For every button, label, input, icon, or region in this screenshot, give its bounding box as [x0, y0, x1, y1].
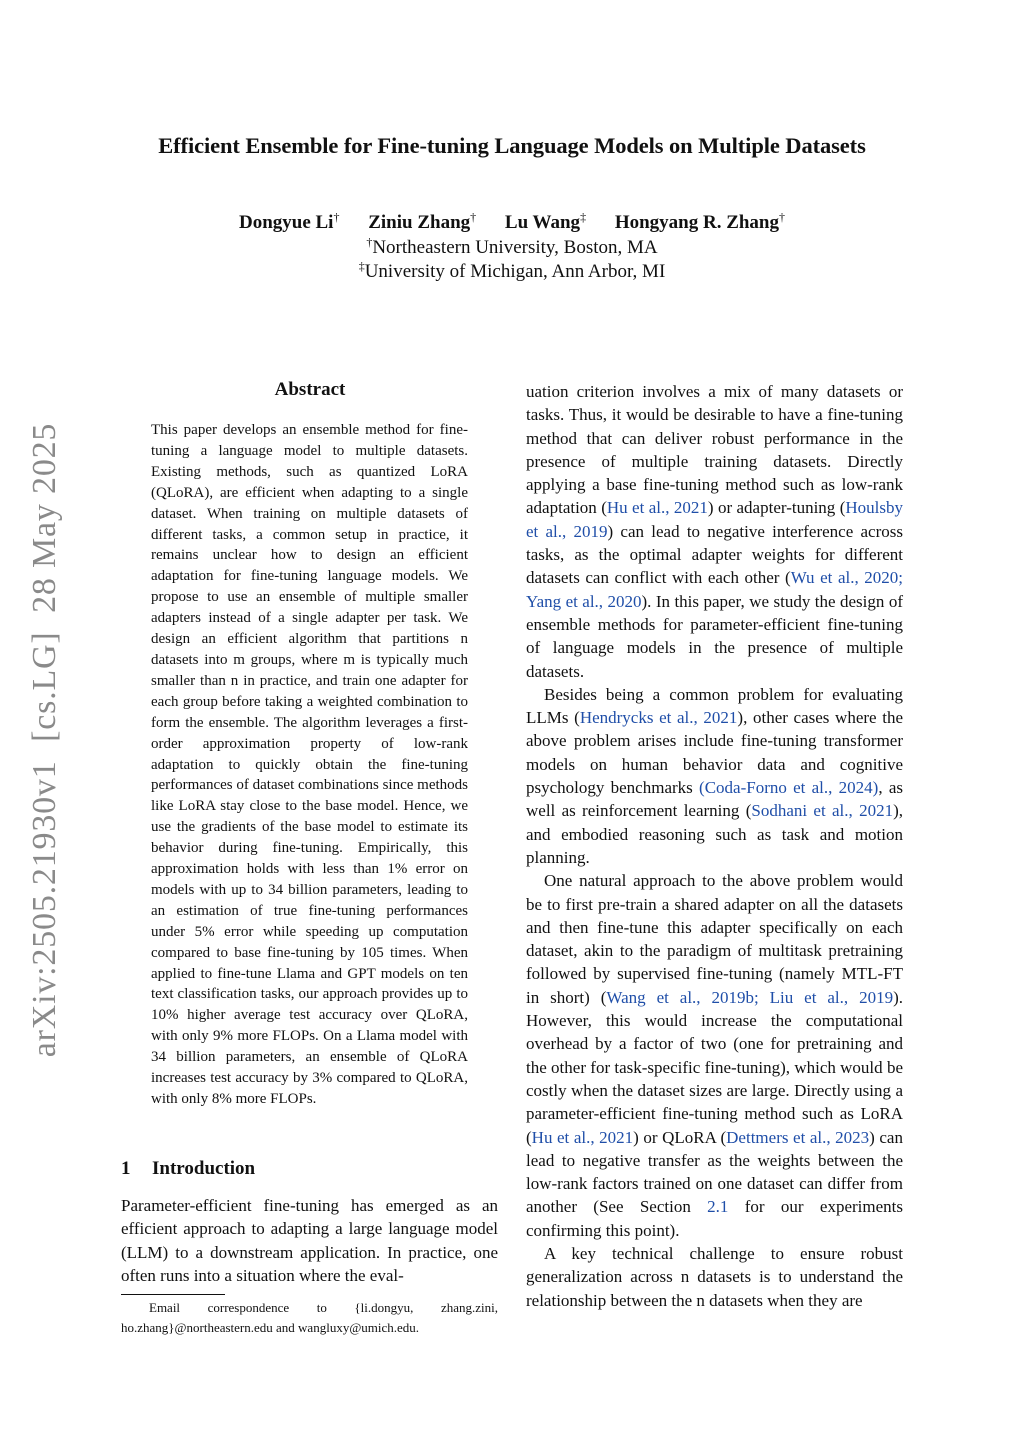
- citation-link[interactable]: (Coda-Forno et al., 2024): [699, 778, 879, 798]
- citation-link[interactable]: 2.1: [707, 1197, 729, 1217]
- footnote-text: Email correspondence to {li.dongyu, zhang.zini, ho.zhang}@northeastern.edu and wangluxy@umich.edu.: [121, 1300, 498, 1335]
- paragraph-text: uation criterion involves a mix of many datasets or tasks. Thus, it would be desirable to have a fine-tuning method that can deliver robust performance in the presence of multiple training datasets. Directly applying a base fine-tuning method such as low-rank adaptation (: [526, 382, 903, 518]
- paragraph-text: ). In this paper, we study the design of ensemble methods for parameter-efficient fine-tuning of language models in the presence of multiple datasets.: [526, 591, 903, 681]
- paragraph-text: ) or adapter-tuning (: [707, 498, 846, 518]
- paragraph-text: A key technical challenge to ensure robust generalization across n datasets is to understand the relationship between the n datasets when they are: [526, 1243, 903, 1310]
- paragraph-text: ) can lead to negative transfer as the weights between the low-rank factors trained on one dataset can differ from another (See Section: [526, 1127, 903, 1217]
- author: Ziniu Zhang†: [368, 210, 477, 233]
- intro-right-column: [526, 380, 903, 1312]
- paragraph-text: Besides being a common problem for evaluating LLMs (: [526, 684, 903, 728]
- paragraph-text: , as well as reinforcement learning (: [526, 778, 903, 821]
- paragraph: [526, 869, 903, 1242]
- author: Hongyang R. Zhang†: [614, 210, 786, 233]
- section-number: 1: [121, 1158, 131, 1179]
- author-list: [0, 210, 1024, 236]
- paragraph-text: ) can lead to negative interference across tasks, as the optimal adapter weights for different datasets can conflict with each other (: [526, 521, 903, 588]
- paragraph-text: ), and embodied reasoning such as task and motion planning.: [526, 801, 903, 867]
- paragraph-text: ), other cases where the above problem arises include fine-tuning transformer models on human behavior data and cognitive psychology benchmarks: [526, 708, 903, 798]
- citation-link[interactable]: Dettmers et al., 2023: [726, 1127, 870, 1147]
- citation-link[interactable]: Wang et al., 2019b; Liu et al., 2019: [606, 987, 894, 1007]
- affiliation: †Northeastern University, Boston, MA: [366, 235, 658, 258]
- affiliation: ‡University of Michigan, Ann Arbor, MI: [358, 259, 666, 282]
- abstract-heading: Abstract: [274, 379, 346, 400]
- footnote: [121, 1298, 498, 1338]
- paragraph-text: ) or QLoRA (: [633, 1127, 727, 1147]
- paper-title: Efficient Ensemble for Fine-tuning Language Models on Multiple Datasets: [158, 133, 866, 158]
- abstract-text: This paper develops an ensemble method for fine-tuning a language model to multiple datasets. Existing methods, such as quantized LoRA (QLoRA), are efficient when adapting to a single dataset. When training on multiple datasets of different tasks, a common setup in practice, it remains unclear how to design an efficient adaptation for fine-tuning language models. We propose to use an ensemble of multiple smaller adapters instead of a single adapter per task. We design an efficient algorithm that partitions n datasets into m groups, where m is typically much smaller than n in practice, and train one adapter for each group before taking a weighted combination to form the ensemble. The algorithm leverages a first-order approximation property of low-rank adaptation to quickly obtain the fine-tuning performances of dataset combinations since methods like LoRA stay close to the base model. Hence, we use the gradients of the base model to estimate its behavior during fine-tuning. Empirically, this approximation holds with less than 1% error on models with up to 34 billion parameters, leading to an estimation of true fine-tuning performances under 5% error while speeding up computation compared to base fine-tuning by 105 times. When applied to fine-tune Llama and GPT models on ten text classification tasks, our approach provides up to 10% higher average test accuracy over QLoRA, with only 9% more FLOPs. On a Llama model with 34 billion parameters, an ensemble of QLoRA increases test accuracy by 3% compared to QLoRA, with only 8% more FLOPs.: [151, 422, 468, 1107]
- paragraph: [526, 683, 903, 869]
- paragraph-text: for our experiments confirming this point).: [526, 1197, 903, 1240]
- section-title: Introduction: [152, 1158, 256, 1179]
- paragraph: [526, 380, 903, 683]
- section-heading: [121, 1157, 501, 1181]
- paragraph-text: One natural approach to the above problem would be to first pre-train a shared adapter on all the datasets and then fine-tune this adapter specifically on each dataset, akin to the paradigm of multitask pretraining followed by supervised fine-tuning (namely MTL-FT in short) (: [526, 871, 903, 1007]
- intro-paragraph: Parameter-efficient fine-tuning has emerged as an efficient approach to adapting a large language model (LLM) to a downstream application. In practice, one often runs into a situation where the eval-: [121, 1196, 498, 1285]
- citation-link[interactable]: Hu et al., 2021: [531, 1127, 634, 1147]
- paragraph-text: ). However, this would increase the computational overhead by a factor of two (one for pretraining and the other for task-specific fine-tuning), which would be costly when the dataset sizes are large. Directly using a parameter-efficient fine-tuning method such as LoRA (: [526, 987, 904, 1147]
- abstract-body: [151, 420, 468, 1110]
- paragraph: [526, 1242, 903, 1312]
- author: Dongyue Li†: [238, 210, 340, 233]
- intro-left-column: [121, 1194, 498, 1287]
- citation-link[interactable]: Hendrycks et al., 2021: [579, 708, 738, 728]
- citation-link[interactable]: Sodhani et al., 2021: [751, 801, 894, 821]
- citation-link[interactable]: Wu et al., 2020; Yang et al., 2020: [526, 568, 904, 611]
- citation-link[interactable]: Houlsby et al., 2019: [526, 498, 903, 541]
- author: Lu Wang‡: [504, 210, 587, 233]
- footnote-rule: [121, 1294, 225, 1295]
- citation-link[interactable]: Hu et al., 2021: [606, 498, 708, 518]
